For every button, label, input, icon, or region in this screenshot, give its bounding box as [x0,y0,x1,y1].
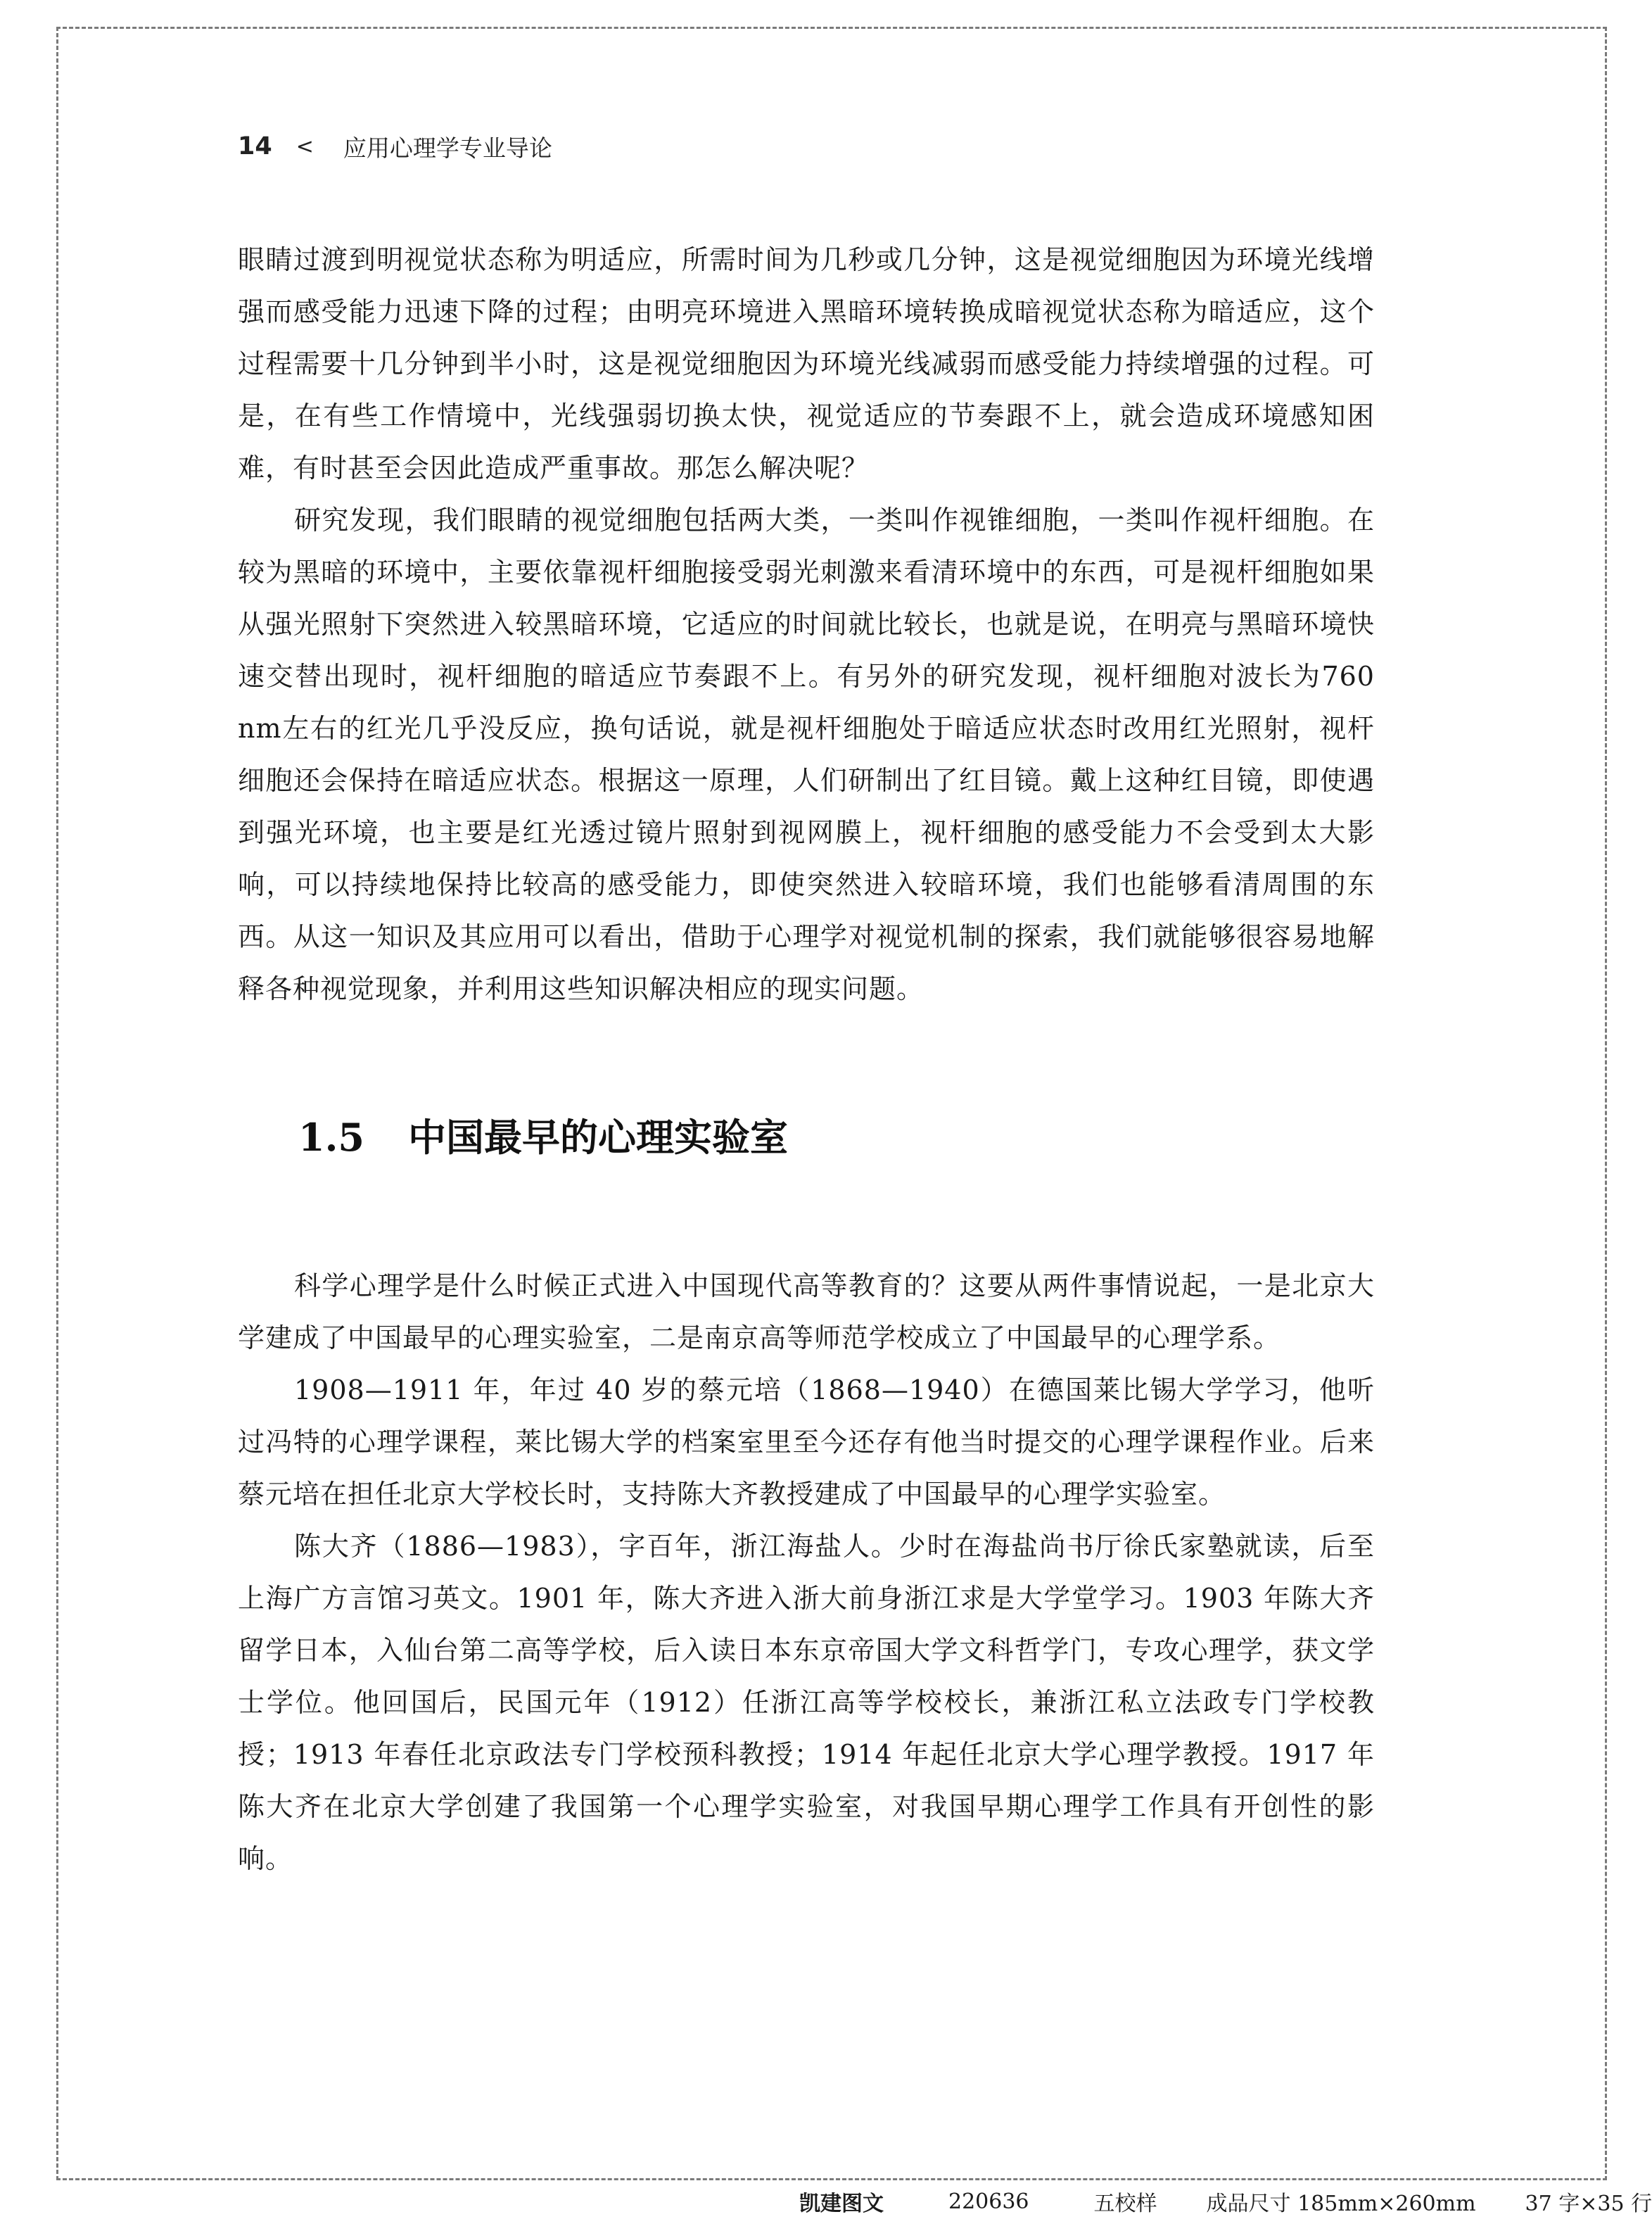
header-separator: < [296,134,314,159]
page-number: 14 [238,132,272,160]
footer-code: 220636 [948,2189,1029,2214]
paragraph-intro: 科学心理学是什么时候正式进入中国现代高等教育的？这要从两件事情说起，一是北京大学建成了中国最早的心理实验室，二是南京高等师范学校成立了中国最早的心理学系。 [238,1270,1375,1353]
footer-layout: 37 字×35 行 [1525,2192,1652,2216]
footer-brand: 凯建图文 [799,2192,884,2216]
book-title: 应用心理学专业导论 [343,134,552,162]
footer-proof: 五校样 [1093,2192,1157,2216]
print-footer [799,2186,1652,2217]
paragraph-chen-daqi: 陈大齐（1886—1983），字百年，浙江海盐人。少时在海盐尚书厅徐氏家塾就读，后至上海广方言馆习英文。1901 年，陈大齐进入浙大前身浙江求是大学堂学习。1903 年陈大齐留学日本，入仙台第二高等学校，后入读日本东京帝国大学文科哲学门，专攻心理学，获文学士学位。他回国后，民国元年（1912）任浙江高等学校校长，兼浙江私立法政专门学校教授；1913 年春任北京政法专门学校预科教授；1914 年起任北京大学心理学教授。1917 年陈大齐在北京大学创建了我国第一个心理学实验室，对我国早期心理学工作具有开创性的影响。 [238,1531,1375,1874]
footer-size: 成品尺寸 185mm×260mm [1206,2192,1476,2216]
paragraph-rod-cells: 研究发现，我们眼睛的视觉细胞包括两大类，一类叫作视锥细胞，一类叫作视杆细胞。在较为黑暗的环境中，主要依靠视杆细胞接受弱光刺激来看清环境中的东西，可是视杆细胞如果从强光照射下突然进入较黑暗环境，它适应的时间就比较长，也就是说，在明亮与黑暗环境快速交替出现时，视杆细胞的暗适应节奏跟不上。有另外的研究发现，视杆细胞对波长为760 nm左右的红光几乎没反应，换句话说，就是视杆细胞处于暗适应状态时改用红光照射，视杆细胞还会保持在暗适应状态。根据这一原理，人们研制出了红目镜。戴上这种红目镜，即使遇到强光环境，也主要是红光透过镜片照射到视网膜上，视杆细胞的感受能力不会受到太大影响，可以持续地保持比较高的感受能力，即使突然进入较暗环境，我们也能够看清周围的东西。从这一知识及其应用可以看出，借助于心理学对视觉机制的探索，我们就能够很容易地解释各种视觉现象，并利用这些知识解决相应的现实问题。 [238,505,1375,1004]
section-number: 1.5 [298,1115,364,1160]
paragraph-continued: 眼睛过渡到明视觉状态称为明适应，所需时间为几秒或几分钟，这是视觉细胞因为环境光线增强而感受能力迅速下降的过程；由明亮环境进入黑暗环境转换成暗视觉状态称为暗适应，这个过程需要十几分钟到半小时，这是视觉细胞因为环境光线减弱而感受能力持续增强的过程。可是，在有些工作情境中，光线强弱切换太快，视觉适应的节奏跟不上，就会造成环境感知困难，有时甚至会因此造成严重事故。那怎么解决呢？ [238,244,1375,483]
page-content [238,234,1375,1885]
section-heading [238,1102,1375,1172]
section-title: 中国最早的心理实验室 [407,1115,788,1160]
paragraph-cai-yuanpei: 1908—1911 年，年过 40 岁的蔡元培（1868—1940）在德国莱比锡大学学习，他听过冯特的心理学课程，莱比锡大学的档案室里至今还存有他当时提交的心理学课程作业。后来蔡元培在担任北京大学校长时，支持陈大齐教授建成了中国最早的心理学实验室。 [238,1374,1375,1510]
running-head [238,125,552,167]
